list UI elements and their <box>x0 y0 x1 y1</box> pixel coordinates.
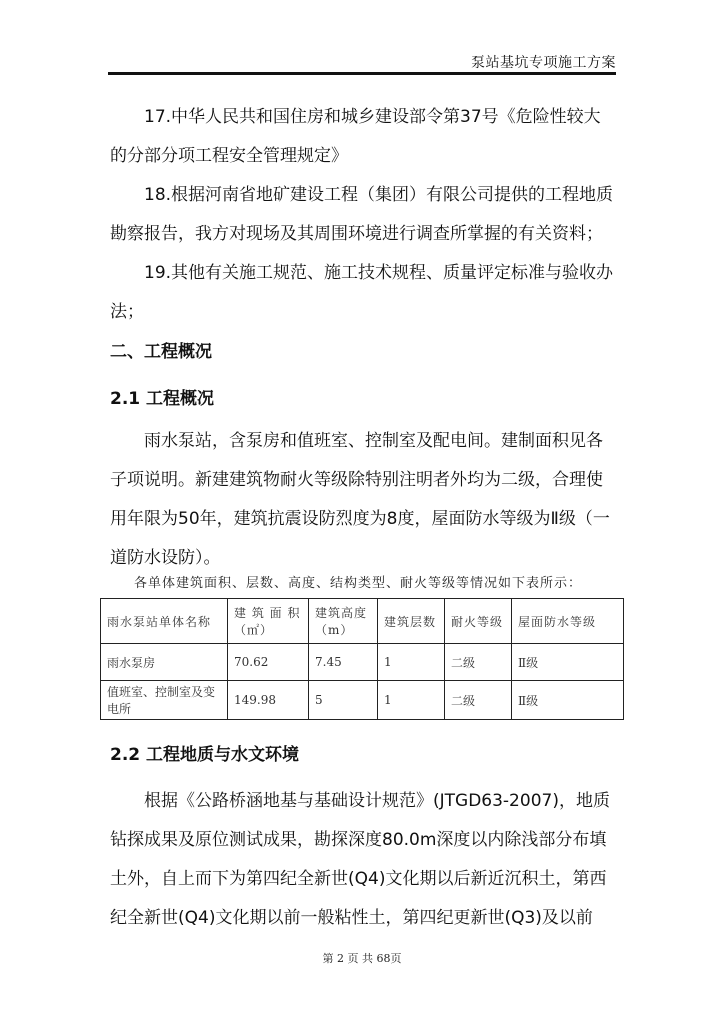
col-area <box>228 599 309 644</box>
cell-roof-waterproof: Ⅱ级 <box>512 681 624 720</box>
cell-roof-waterproof: Ⅱ级 <box>512 644 624 681</box>
reference-17: 17.中华人民共和国住房和城乡建设部令第37号《危险性较大的分部分项工程安全管理规定》 <box>110 107 601 166</box>
cell-floors: 1 <box>378 681 445 720</box>
table-row <box>101 644 624 681</box>
cell-height: 7.45 <box>309 644 378 681</box>
section-2-1-heading: 2.1 工程概况 <box>110 389 215 409</box>
col-area-unit: （㎡） <box>234 623 274 637</box>
section-2-2-body: 根据《公路桥涵地基与基础设计规范》(JTGD63-2007)，地质钻探成果及原位测试成果，勘探深度80.0m深度以内除浅部分布填土外，自上而下为第四纪全新世(Q4)文化期以后新近沉积土，第西纪全新世(Q4)文化期以前一般粘性土，第四纪更新世(Q3)及以前 <box>110 791 610 928</box>
col-roof-waterproof: 屋面防水等级 <box>512 599 624 644</box>
reference-19: 19.其他有关施工规范、施工技术规程、质量评定标准与验收办法； <box>110 263 614 322</box>
section-2-1-body: 雨水泵站，含泵房和值班室、控制室及配电间。建制面积见各子项说明。新建建筑物耐火等级除特别注明者外均为二级，合理使用年限为50年，建筑抗震设防烈度为8度，屋面防水等级为Ⅱ级（一道防水设防）。 <box>110 431 610 568</box>
col-height-unit: （m） <box>315 623 354 637</box>
cell-area: 149.98 <box>228 681 309 720</box>
header-title: 泵站基坑专项施工方案 <box>471 55 616 71</box>
header-rule <box>108 72 616 75</box>
table-row <box>101 681 624 720</box>
cell-unit-name: 雨水泵房 <box>101 644 228 681</box>
table-caption: 各单体建筑面积、层数、高度、结构类型、耐火等级等情况如下表所示： <box>134 576 583 591</box>
col-unit-name: 雨水泵站单体名称 <box>101 599 228 644</box>
cell-fire-rating: 二级 <box>445 644 512 681</box>
table-header-row <box>101 599 624 644</box>
col-height-label: 建筑高度 <box>315 606 368 620</box>
col-area-label: 建 筑 面 积 <box>234 606 301 620</box>
cell-height: 5 <box>309 681 378 720</box>
cell-fire-rating: 二级 <box>445 681 512 720</box>
cell-floors: 1 <box>378 644 445 681</box>
reference-18: 18.根据河南省地矿建设工程（集团）有限公司提供的工程地质勘察报告，我方对现场及其周围环境进行调查所掌握的有关资料； <box>110 185 614 244</box>
section-2-heading: 二、工程概况 <box>110 342 212 362</box>
cell-area: 70.62 <box>228 644 309 681</box>
col-floors: 建筑层数 <box>378 599 445 644</box>
col-height <box>309 599 378 644</box>
col-fire-rating: 耐火等级 <box>445 599 512 644</box>
section-2-2-heading: 2.2 工程地质与水文环境 <box>110 745 300 765</box>
page-footer: 第 2 页 共 68页 <box>322 952 402 965</box>
cell-unit-name: 值班室、控制室及变电所 <box>101 681 228 720</box>
building-units-table <box>100 598 624 720</box>
